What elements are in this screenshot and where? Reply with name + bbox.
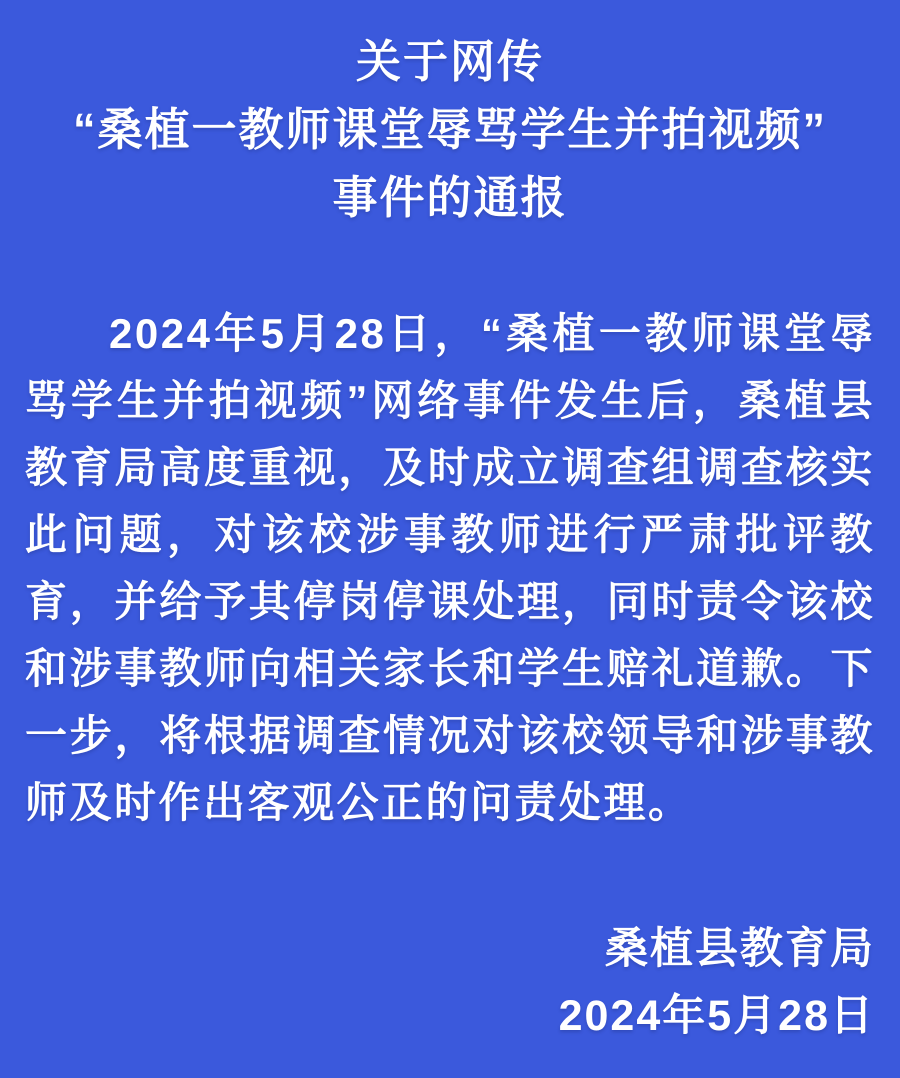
notice-title	[0, 28, 900, 232]
signature-issuer: 桑植县教育局	[605, 925, 875, 973]
signature-date: 2024年5月28日	[558, 992, 875, 1040]
notice-signature	[0, 916, 900, 1050]
notice-title-line-1: 关于网传	[355, 36, 544, 87]
notice-title-line-3: 事件的通报	[332, 172, 568, 223]
notice-title-line-2: “桑植一教师课堂辱骂学生并拍视频”	[72, 104, 827, 155]
notice-body-paragraph: 2024年5月28日，“桑植一教师课堂辱骂学生并拍视频”网络事件发生后，桑植县教育局高度重视，及时成立调查组调查核实此问题，对该校涉事教师进行严肃批评教育，并给予其停岗停课处理，同时责令该校和涉事教师向相关家长和学生赔礼道歉。下一步，将根据调查情况对该校领导和涉事教师及时作出客观公正的问责处理。	[25, 310, 875, 826]
